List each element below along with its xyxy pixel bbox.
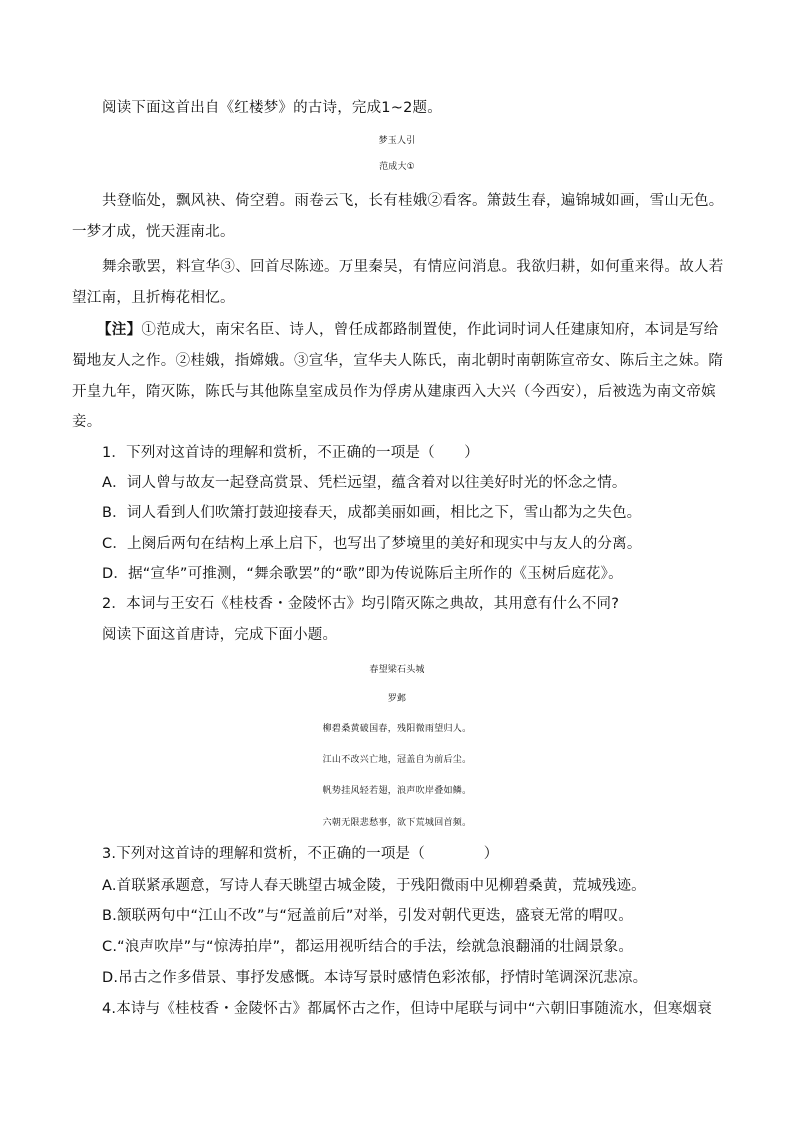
- question-3: 3.下列对这首诗的理解和赏析，不正确的一项是（ ）: [102, 846, 499, 862]
- q3-option-c: C.“浪声吹岸”与“惊涛拍岸”，都运用视听结合的手法，绘就急浪翻涌的壮阔景象。: [102, 939, 634, 955]
- note-line: 妾。: [72, 414, 102, 430]
- poem1-author: 范成大①: [379, 162, 415, 172]
- q1-option-b: B．词人看到人们吹箫打鼓迎接春天，成都美丽如画，相比之下，雪山都为之失色。: [102, 505, 642, 521]
- poem1-title: 梦玉人引: [378, 136, 416, 146]
- note-text: ①范成大，南宋名臣、诗人，曾任成都路制置使，作此词时词人任建康知府，本词是写给: [141, 322, 719, 338]
- q3-option-a: A.首联紧承题意，写诗人春天眺望古城金陵，于残阳微雨中见柳碧桑黄，荒城残迹。: [102, 878, 646, 894]
- poem2-author: 罗邺: [387, 694, 407, 704]
- note-line-first: [97, 320, 719, 340]
- poem2-line: 帆势挂风轻若翅，浪声吹岸叠如鳞。: [322, 786, 472, 796]
- q1-option-c: C．上阕后两句在结构上承上启下，也写出了梦境里的美好和现实中与友人的分离。: [102, 536, 642, 552]
- poem1-line: 一梦才成，恍天涯南北。: [72, 224, 235, 240]
- note-line: 蜀地友人之作。②桂娥，指嫦娥。③宣华，宣华夫人陈氏，南北朝时南朝陈宣帝女、陈后主之妹。隋: [72, 353, 724, 369]
- poem2-line: 柳碧桑黄破国春，残阳微雨望归人。: [322, 724, 472, 734]
- q3-option-d: D.吊古之作多借景、事抒发感慨。本诗写景时感情色彩浓郁，抒情时笔调深沉悲凉。: [102, 970, 648, 986]
- q1-option-a: A．词人曾与故友一起登高赏景、凭栏远望，蕴含着对以往美好时光的怀念之情。: [102, 475, 627, 491]
- poem1-line: 共登临处，飘风袂、倚空碧。雨卷云飞，长有桂娥②看客。箫鼓生春，遍锦城如画，雪山无色。: [102, 193, 724, 209]
- question-4: 4.本诗与《桂枝香・金陵怀古》都属怀古之作，但诗中尾联与词中“六朝旧事随流水，但寒烟衰: [102, 1001, 712, 1017]
- section1-intro: 阅读下面这首出自《红楼梦》的古诗，完成1~2题。: [102, 100, 442, 116]
- question-2: 2．本词与王安石《桂枝香・金陵怀古》均引隋灭陈之典故，其用意有什么不同?: [102, 596, 620, 612]
- poem2-line: 江山不改兴亡地，冠盖自为前后尘。: [322, 755, 472, 765]
- q1-option-d: D．据“宣华”可推测，“舞余歌罢”的“歌”即为传说陈后主所作的《玉树后庭花》。: [102, 566, 623, 582]
- note-line: 开皇九年，隋灭陈，陈氏与其他陈皇室成员作为俘虏从建康西入大兴（今西安），后被选为南文帝嫔: [72, 384, 716, 400]
- poem1-line: 舞余歌罢，料宣华③、回首尽陈迹。万里秦吴，有情应问消息。我欲归耕，如何重来得。故人若: [102, 259, 724, 275]
- note-label: 【注】: [97, 321, 142, 338]
- poem1-line: 望江南，且折梅花相忆。: [72, 290, 235, 306]
- poem2-line: 六朝无限悲愁事，欲下荒城回首频。: [322, 818, 472, 828]
- poem2-title: 春望梁石头城: [369, 665, 425, 675]
- question-1: 1．下列对这首诗的理解和赏析，不正确的一项是（ ）: [102, 445, 479, 461]
- section2-intro: 阅读下面这首唐诗，完成下面小题。: [102, 627, 338, 643]
- q3-option-b: B.颔联两句中“江山不改”与“冠盖前后”对举，引发对朝代更迭，盛衰无常的喟叹。: [102, 908, 633, 924]
